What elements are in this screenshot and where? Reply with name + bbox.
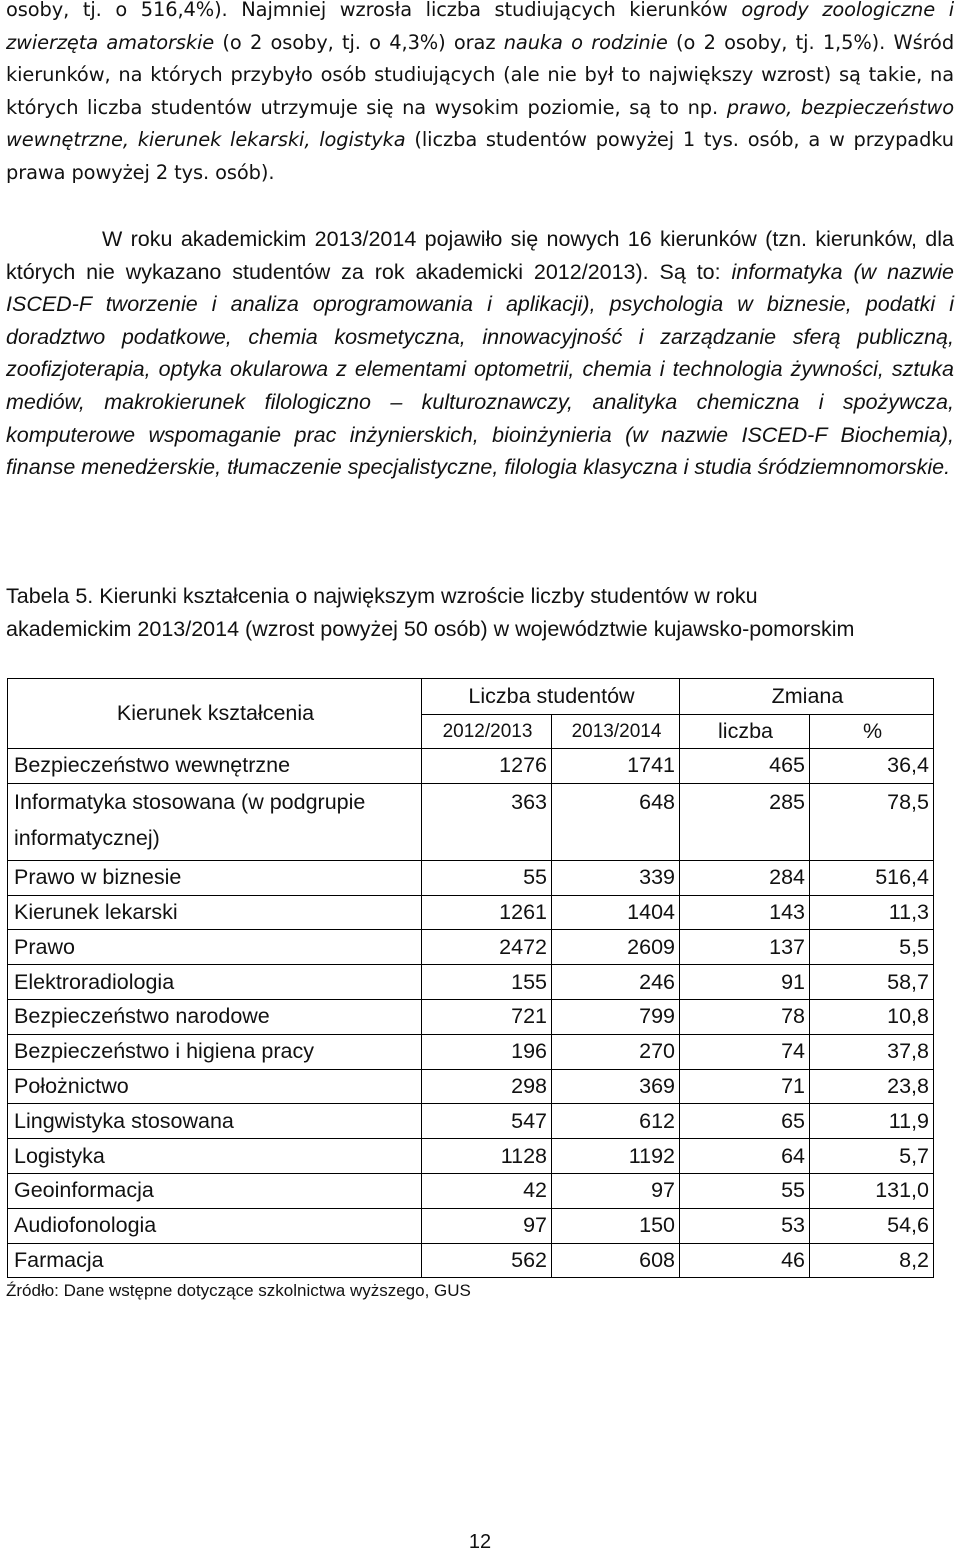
cell-kierunek: Kierunek lekarski	[8, 895, 422, 930]
table-row	[8, 930, 934, 965]
paragraph-1-italic-3: prawo, bezpieczeństwo wewnętrzne, kierunek lekarski, logistyka	[6, 95, 954, 152]
cell-zmiana-procent: 131,0	[810, 1173, 934, 1208]
paragraph-1	[6, 0, 954, 190]
cell-kierunek: Geoinformacja	[8, 1173, 422, 1208]
paragraph-1-italic-2: nauka o rodzinie	[503, 30, 668, 54]
table-caption: Tabela 5. Kierunki kształcenia o największym wzroście liczby studentów w roku akademickim 2013/2014 (wzrost powyżej 50 osób) w województwie kujawsko-pomorskim	[6, 584, 855, 641]
table-row	[8, 1173, 934, 1208]
cell-zmiana-procent: 10,8	[810, 999, 934, 1034]
cell-2012-2013: 1276	[422, 749, 552, 784]
cell-zmiana-procent: 516,4	[810, 860, 934, 895]
table-row	[8, 1034, 934, 1069]
table-row	[8, 1069, 934, 1104]
cell-2012-2013: 363	[422, 783, 552, 860]
cell-zmiana-procent: 23,8	[810, 1069, 934, 1104]
cell-zmiana-liczba: 284	[680, 860, 810, 895]
cell-2013-2014: 246	[552, 965, 680, 1000]
cell-2013-2014: 2609	[552, 930, 680, 965]
table-row	[8, 895, 934, 930]
cell-2012-2013: 2472	[422, 930, 552, 965]
cell-kierunek: Farmacja	[8, 1243, 422, 1278]
cell-zmiana-procent: 54,6	[810, 1208, 934, 1243]
cell-2013-2014: 270	[552, 1034, 680, 1069]
cell-zmiana-liczba: 137	[680, 930, 810, 965]
cell-zmiana-procent: 11,3	[810, 895, 934, 930]
cell-2013-2014: 339	[552, 860, 680, 895]
page-number: 12	[468, 1531, 492, 1553]
cell-2013-2014: 608	[552, 1243, 680, 1278]
cell-kierunek: Audiofonologia	[8, 1208, 422, 1243]
table-row	[8, 1104, 934, 1139]
cell-zmiana-liczba: 91	[680, 965, 810, 1000]
table-row	[8, 860, 934, 895]
paragraph-2	[6, 223, 954, 484]
cell-zmiana-liczba: 465	[680, 749, 810, 784]
paragraph-1-text-2: (o 2 osoby, tj. o 4,3%) oraz	[214, 30, 504, 54]
cell-2012-2013: 1128	[422, 1139, 552, 1174]
header-zmiana-procent: %	[810, 715, 934, 749]
cell-2012-2013: 1261	[422, 895, 552, 930]
paragraph-1-text-4: (liczba studentów powyżej 1 tys. osób, a w przypadku prawa powyżej 2 tys. osób).	[6, 128, 954, 184]
cell-2012-2013: 547	[422, 1104, 552, 1139]
cell-2012-2013: 298	[422, 1069, 552, 1104]
paragraph-1-text-1: osoby, tj. o 516,4%). Najmniej wzrosła liczba studiujących kierunków	[6, 0, 742, 21]
paragraph-1-italic-1: ogrody zoologiczne i zwierzęta amatorskie	[6, 0, 954, 54]
cell-zmiana-liczba: 143	[680, 895, 810, 930]
cell-2013-2014: 799	[552, 999, 680, 1034]
cell-2012-2013: 55	[422, 860, 552, 895]
header-2012-2013: 2012/2013	[422, 715, 552, 749]
cell-zmiana-procent: 5,7	[810, 1139, 934, 1174]
header-liczba-studentow: Liczba studentów	[422, 679, 680, 715]
cell-kierunek: Logistyka	[8, 1139, 422, 1174]
cell-2012-2013: 97	[422, 1208, 552, 1243]
source-note: Źródło: Dane wstępne dotyczące szkolnictwa wyższego, GUS	[6, 1281, 471, 1300]
cell-2013-2014: 369	[552, 1069, 680, 1104]
cell-zmiana-procent: 36,4	[810, 749, 934, 784]
cell-kierunek: Lingwistyka stosowana	[8, 1104, 422, 1139]
cell-kierunek: Elektroradiologia	[8, 965, 422, 1000]
paragraph-2-text-1: W roku akademickim 2013/2014 pojawiło się nowych 16 kierunków (tzn. kierunków, dla których nie wykazano studentów za rok akademicki 2012/2013). Są to:	[6, 227, 954, 284]
cell-zmiana-procent: 37,8	[810, 1034, 934, 1069]
cell-kierunek: Bezpieczeństwo wewnętrzne	[8, 749, 422, 784]
cell-2013-2014: 1192	[552, 1139, 680, 1174]
table-row	[8, 783, 934, 860]
cell-zmiana-procent: 78,5	[810, 783, 934, 860]
cell-zmiana-liczba: 285	[680, 783, 810, 860]
cell-zmiana-liczba: 78	[680, 999, 810, 1034]
paragraph-1-text-3: (o 2 osoby, tj. 1,5%). Wśród kierunków, na których przybyło osób studiujących (ale nie był to największy wzrost) są takie, na których liczba studentów utrzymuje się na wysokim poziomie, są to np.	[6, 30, 955, 119]
cell-2012-2013: 42	[422, 1173, 552, 1208]
cell-2012-2013: 196	[422, 1034, 552, 1069]
cell-zmiana-liczba: 65	[680, 1104, 810, 1139]
cell-zmiana-liczba: 55	[680, 1173, 810, 1208]
paragraph-2-italic-1: informatyka (w nazwie ISCED-F tworzenie i analiza oprogramowania i aplikacji), psychologia w biznesie, podatki i doradztwo podatkowe, chemia kosmetyczna, innowacyjność i zarządzanie sferą publiczną, zoofizjoterapia, optyka okularowa z elementami optometrii, chemia i technologia żywności, sztuka mediów, makrokierunek filologiczno – kulturoznawczy, analityka chemiczna i spożywcza, komputerowe wspomaganie prac inżynierskich, bioinżynieria (w nazwie ISCED-F Biochemia), finanse menedżerskie, tłumaczenie specjalistyczne, filologia klasyczna i studia śródziemnomorskie.	[6, 259, 954, 480]
cell-zmiana-procent: 5,5	[810, 930, 934, 965]
table-row	[8, 999, 934, 1034]
cell-kierunek: Bezpieczeństwo i higiena pracy	[8, 1034, 422, 1069]
cell-kierunek: Informatyka stosowana (w podgrupie informatycznej)	[8, 783, 422, 860]
cell-kierunek: Prawo w biznesie	[8, 860, 422, 895]
cell-zmiana-procent: 58,7	[810, 965, 934, 1000]
cell-2012-2013: 155	[422, 965, 552, 1000]
header-zmiana-liczba: liczba	[680, 715, 810, 749]
cell-2012-2013: 721	[422, 999, 552, 1034]
header-zmiana: Zmiana	[680, 679, 934, 715]
cell-kierunek: Prawo	[8, 930, 422, 965]
cell-zmiana-liczba: 71	[680, 1069, 810, 1104]
table-row	[8, 1243, 934, 1278]
data-table	[7, 678, 934, 1278]
cell-2012-2013: 562	[422, 1243, 552, 1278]
cell-2013-2014: 1404	[552, 895, 680, 930]
cell-zmiana-procent: 11,9	[810, 1104, 934, 1139]
header-kierunek: Kierunek kształcenia	[8, 679, 422, 749]
table-row	[8, 749, 934, 784]
table-row	[8, 1208, 934, 1243]
cell-2013-2014: 1741	[552, 749, 680, 784]
header-2013-2014: 2013/2014	[552, 715, 680, 749]
cell-zmiana-liczba: 53	[680, 1208, 810, 1243]
cell-2013-2014: 612	[552, 1104, 680, 1139]
cell-2013-2014: 150	[552, 1208, 680, 1243]
table-row	[8, 965, 934, 1000]
cell-2013-2014: 648	[552, 783, 680, 860]
cell-zmiana-procent: 8,2	[810, 1243, 934, 1278]
cell-zmiana-liczba: 46	[680, 1243, 810, 1278]
cell-2013-2014: 97	[552, 1173, 680, 1208]
table-body	[8, 749, 934, 1278]
cell-zmiana-liczba: 74	[680, 1034, 810, 1069]
cell-kierunek: Położnictwo	[8, 1069, 422, 1104]
cell-zmiana-liczba: 64	[680, 1139, 810, 1174]
table-row	[8, 1139, 934, 1174]
cell-kierunek: Bezpieczeństwo narodowe	[8, 999, 422, 1034]
